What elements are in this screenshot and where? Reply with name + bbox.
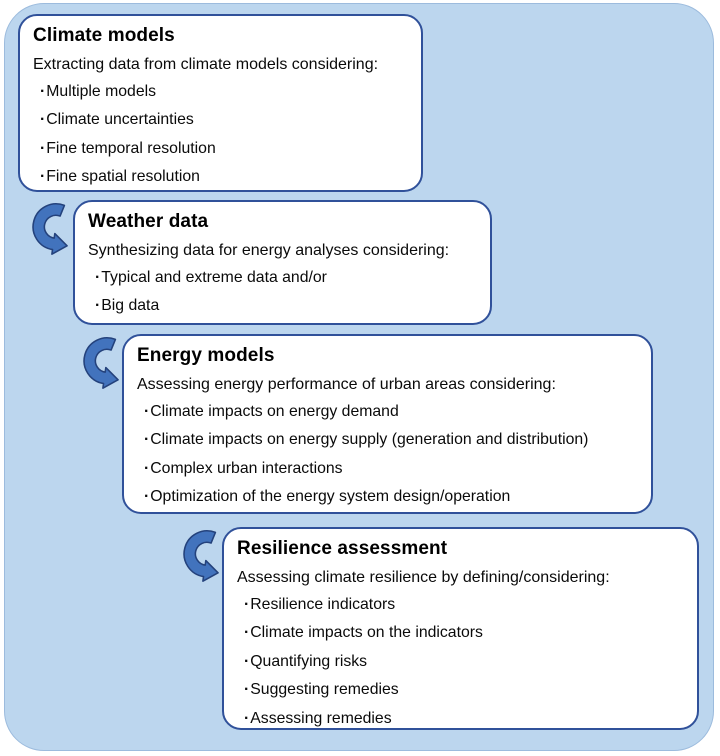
box-title: Weather data — [88, 211, 209, 232]
bullet-dot: · — [40, 139, 46, 157]
bullet-dot: · — [144, 431, 150, 449]
box-description: Synthesizing data for energy analyses considering: — [88, 242, 450, 259]
bullet-item — [40, 163, 409, 191]
box-description: Extracting data from climate models considering: — [33, 56, 379, 73]
bullet-item — [40, 135, 409, 163]
bullet-dot: · — [40, 111, 46, 129]
bullet-dot: · — [144, 488, 150, 506]
bullet-item — [244, 676, 685, 704]
box-title: Resilience assessment — [237, 538, 448, 559]
bullet-item — [244, 705, 685, 733]
box-title: Energy models — [137, 345, 275, 366]
curved-arrow-weather-to-energy — [79, 335, 129, 392]
bullet-item — [244, 648, 685, 676]
bullet-item — [40, 106, 409, 134]
box-title: Climate models — [33, 25, 175, 46]
bullet-text: Suggesting remedies — [250, 681, 399, 699]
bullet-item — [144, 483, 639, 511]
curved-arrow-energy-to-resilience — [179, 528, 229, 585]
bullet-dot: · — [244, 652, 250, 670]
bullet-dot: · — [244, 681, 250, 699]
bullet-text: Complex urban interactions — [150, 459, 343, 477]
box-bullet-list — [88, 264, 478, 321]
bullet-text: Fine temporal resolution — [46, 139, 216, 157]
bullet-text: Climate impacts on the indicators — [250, 624, 483, 642]
box-bullet-list — [137, 398, 639, 512]
flow-box-resilience-assessment — [222, 527, 699, 730]
bullet-text: Fine spatial resolution — [46, 168, 200, 186]
bullet-dot: · — [244, 709, 250, 727]
bullet-item — [244, 591, 685, 619]
bullet-item — [144, 398, 639, 426]
bullet-dot: · — [40, 168, 46, 186]
bullet-text: Climate uncertainties — [46, 111, 194, 129]
flow-box-weather-data — [73, 200, 492, 325]
bullet-text: Assessing remedies — [250, 709, 392, 727]
bullet-text: Typical and extreme data and/or — [101, 269, 327, 286]
box-bullet-list — [237, 591, 685, 733]
bullet-dot: · — [244, 596, 250, 613]
bullet-item — [144, 426, 639, 454]
bullet-text: Multiple models — [46, 83, 157, 100]
bullet-dot: · — [144, 459, 150, 477]
flow-box-energy-models — [122, 334, 653, 514]
bullet-item — [95, 264, 478, 292]
bullet-text: Climate impacts on energy demand — [150, 403, 399, 420]
curved-arrow-climate-to-weather — [28, 201, 78, 258]
bullet-dot: · — [144, 403, 150, 420]
bullet-text: Big data — [101, 297, 160, 315]
box-description: Assessing energy performance of urban areas considering: — [137, 376, 556, 393]
bullet-item — [40, 78, 409, 106]
bullet-dot: · — [95, 269, 101, 286]
bullet-item — [244, 619, 685, 647]
bullet-dot: · — [244, 624, 250, 642]
bullet-dot: · — [95, 297, 101, 315]
flow-box-climate-models — [18, 14, 423, 192]
box-bullet-list — [33, 78, 409, 192]
bullet-text: Climate impacts on energy supply (generation and distribution) — [150, 431, 589, 449]
box-description: Assessing climate resilience by defining/considering: — [237, 569, 610, 586]
bullet-dot: · — [40, 83, 46, 100]
bullet-item — [95, 292, 478, 320]
bullet-text: Quantifying risks — [250, 652, 368, 670]
bullet-text: Resilience indicators — [250, 596, 396, 613]
bullet-item — [144, 455, 639, 483]
bullet-text: Optimization of the energy system design/operation — [150, 488, 511, 506]
